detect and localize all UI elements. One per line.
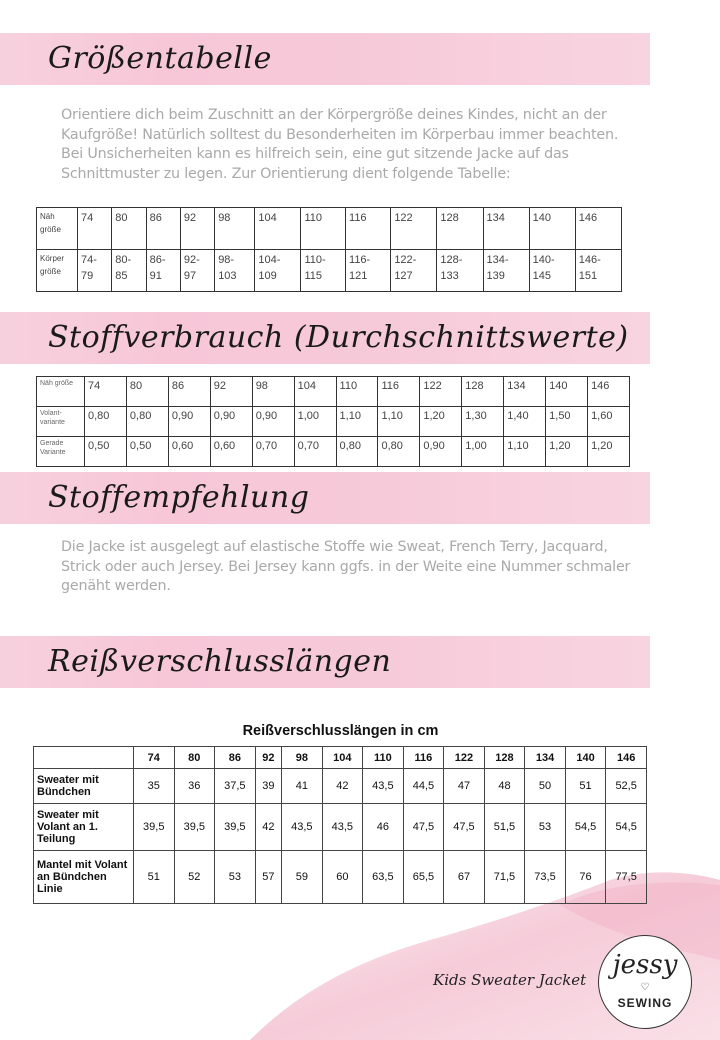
table-cell: 122 <box>391 208 437 250</box>
table-cell: 47,5 <box>444 804 485 851</box>
row-label: Körper größe <box>37 250 78 292</box>
table-cell: 80 <box>112 208 146 250</box>
header-cell: 74 <box>134 747 175 769</box>
header-cell: 104 <box>322 747 363 769</box>
table-cell: 0,90 <box>252 407 294 437</box>
table-cell: 98 <box>215 208 255 250</box>
row-label: Näh größe <box>37 377 85 407</box>
table-cell: 0,70 <box>294 437 336 467</box>
table-cell: 0,80 <box>126 407 168 437</box>
table-cell: 1,20 <box>588 437 630 467</box>
fabric-usage-table <box>36 376 630 467</box>
table-cell: 140 <box>546 377 588 407</box>
table-cell: 47 <box>444 769 485 804</box>
table-cell: 54,5 <box>606 804 647 851</box>
table-cell: 73,5 <box>525 851 566 904</box>
row-label: Sweater mit Volant an 1. Teilung <box>34 804 134 851</box>
table-row <box>37 407 630 437</box>
table-cell: 50 <box>525 769 566 804</box>
table-cell: 74 <box>85 377 127 407</box>
section-title-fabric-usage: Stoffverbrauch (Durchschnittswerte) <box>48 320 629 355</box>
table-cell: 1,10 <box>336 407 378 437</box>
table-row <box>37 377 630 407</box>
table-cell: 43,5 <box>363 769 404 804</box>
table-cell: 39,5 <box>174 804 215 851</box>
header-cell: 122 <box>444 747 485 769</box>
table-cell: 134-139 <box>483 250 529 292</box>
table-cell: 1,10 <box>378 407 420 437</box>
table-cell: 41 <box>282 769 323 804</box>
table-cell: 51 <box>134 851 175 904</box>
header-cell: 92 <box>255 747 281 769</box>
table-cell: 51 <box>565 769 606 804</box>
table-cell: 1,00 <box>294 407 336 437</box>
table-cell: 86 <box>146 208 180 250</box>
row-label: Sweater mit Bündchen <box>34 769 134 804</box>
table-cell: 122-127 <box>391 250 437 292</box>
jessy-sewing-logo <box>598 935 692 1029</box>
table-cell: 42 <box>322 769 363 804</box>
table-cell: 140 <box>529 208 575 250</box>
table-cell: 110 <box>301 208 346 250</box>
table-cell: 54,5 <box>565 804 606 851</box>
table-cell: 1,30 <box>462 407 504 437</box>
table-cell: 0,60 <box>210 437 252 467</box>
table-cell: 110-115 <box>301 250 346 292</box>
header-cell: 140 <box>565 747 606 769</box>
table-cell: 86-91 <box>146 250 180 292</box>
section-banner-fabric-usage <box>0 312 650 364</box>
table-row <box>34 769 647 804</box>
header-cell: 98 <box>282 747 323 769</box>
product-name: Kids Sweater Jacket <box>433 971 587 989</box>
table-cell: 74-79 <box>78 250 112 292</box>
table-cell: 122 <box>420 377 462 407</box>
table-cell: 0,90 <box>168 407 210 437</box>
zipper-table-title: Reißverschlusslängen in cm <box>242 723 439 739</box>
table-cell: 104 <box>294 377 336 407</box>
table-cell: 1,60 <box>588 407 630 437</box>
table-cell: 67 <box>444 851 485 904</box>
table-row <box>34 804 647 851</box>
table-cell: 35 <box>134 769 175 804</box>
section-banner-zipper-lengths <box>0 636 650 688</box>
table-cell: 51,5 <box>484 804 525 851</box>
table-cell: 128 <box>462 377 504 407</box>
table-row <box>37 208 622 250</box>
table-cell: 36 <box>174 769 215 804</box>
table-cell: 0,50 <box>85 437 127 467</box>
table-cell: 1,20 <box>420 407 462 437</box>
table-cell: 76 <box>565 851 606 904</box>
table-cell: 134 <box>504 377 546 407</box>
table-cell: 60 <box>322 851 363 904</box>
header-cell: 134 <box>525 747 566 769</box>
table-cell: 39,5 <box>134 804 175 851</box>
table-cell: 98 <box>252 377 294 407</box>
table-cell: 1,50 <box>546 407 588 437</box>
logo-subtitle: SEWING <box>617 996 673 1010</box>
table-cell: 44,5 <box>403 769 444 804</box>
zipper-table <box>33 746 647 904</box>
table-cell: 104 <box>255 208 301 250</box>
table-cell: 39,5 <box>215 804 256 851</box>
fabric-recommendation-paragraph: Die Jacke ist ausgelegt auf elastische Stoffe wie Sweat, French Terry, Jacquard, Strick oder auch Jersey. Bei Jersey kann ggfs. in der Weite eine Nummer schmaler genäht werden. <box>61 539 631 594</box>
table-cell: 140-145 <box>529 250 575 292</box>
table-cell: 42 <box>255 804 281 851</box>
table-cell: 128 <box>437 208 483 250</box>
header-cell: 116 <box>403 747 444 769</box>
table-cell: 0,60 <box>168 437 210 467</box>
size-table <box>36 207 622 292</box>
table-cell: 92 <box>180 208 214 250</box>
table-cell: 116 <box>346 208 391 250</box>
section-banner-fabric-recommendation <box>0 472 650 524</box>
table-cell: 43,5 <box>322 804 363 851</box>
table-cell: 52,5 <box>606 769 647 804</box>
row-label: Volant-variante <box>37 407 85 437</box>
table-cell: 92-97 <box>180 250 214 292</box>
table-cell: 116-121 <box>346 250 391 292</box>
table-row <box>37 437 630 467</box>
table-cell: 63,5 <box>363 851 404 904</box>
row-label: Mantel mit Volant an Bündchen Linie <box>34 851 134 904</box>
size-chart-paragraph: Orientiere dich beim Zuschnitt an der Körpergröße deines Kindes, nicht an der Kaufgröße! Natürlich solltest du Besonderheiten im Körperbau immer beachten. Bei Unsicherheiten kann es hilfreich sein, eine gut sitzende Jacke auf das Schnittmuster zu legen. Zur Orientierung dient folgende Tabelle: <box>61 107 619 182</box>
table-cell: 80-85 <box>112 250 146 292</box>
table-row <box>34 851 647 904</box>
table-cell: 53 <box>215 851 256 904</box>
header-corner-cell <box>34 747 134 769</box>
section-banner-size-chart <box>0 33 650 85</box>
table-cell: 0,50 <box>126 437 168 467</box>
table-cell: 65,5 <box>403 851 444 904</box>
header-cell: 80 <box>174 747 215 769</box>
table-cell: 1,10 <box>504 437 546 467</box>
logo-wordmark: jessy <box>612 950 678 980</box>
table-cell: 80 <box>126 377 168 407</box>
header-cell: 146 <box>606 747 647 769</box>
header-cell: 128 <box>484 747 525 769</box>
table-cell: 116 <box>378 377 420 407</box>
table-cell: 0,90 <box>420 437 462 467</box>
table-cell: 74 <box>78 208 112 250</box>
table-cell: 0,80 <box>336 437 378 467</box>
row-label: Gerade Variante <box>37 437 85 467</box>
table-cell: 52 <box>174 851 215 904</box>
table-cell: 128-133 <box>437 250 483 292</box>
table-cell: 98-103 <box>215 250 255 292</box>
table-cell: 146 <box>575 208 621 250</box>
table-cell: 0,90 <box>210 407 252 437</box>
table-cell: 134 <box>483 208 529 250</box>
table-cell: 1,00 <box>462 437 504 467</box>
table-cell: 47,5 <box>403 804 444 851</box>
table-header-row <box>34 747 647 769</box>
table-cell: 110 <box>336 377 378 407</box>
table-cell: 57 <box>255 851 281 904</box>
table-cell: 37,5 <box>215 769 256 804</box>
table-cell: 0,70 <box>252 437 294 467</box>
table-cell: 43,5 <box>282 804 323 851</box>
table-cell: 92 <box>210 377 252 407</box>
row-label: Näh größe <box>37 208 78 250</box>
table-cell: 59 <box>282 851 323 904</box>
table-cell: 1,40 <box>504 407 546 437</box>
table-cell: 77,5 <box>606 851 647 904</box>
table-cell: 53 <box>525 804 566 851</box>
table-cell: 48 <box>484 769 525 804</box>
header-cell: 86 <box>215 747 256 769</box>
table-row <box>37 250 622 292</box>
table-cell: 146 <box>588 377 630 407</box>
section-title-zipper-lengths: Reißverschlusslängen <box>48 644 392 679</box>
table-cell: 46 <box>363 804 404 851</box>
header-cell: 110 <box>363 747 404 769</box>
table-cell: 0,80 <box>85 407 127 437</box>
table-cell: 146-151 <box>575 250 621 292</box>
table-cell: 71,5 <box>484 851 525 904</box>
table-cell: 104-109 <box>255 250 301 292</box>
section-title-size-chart: Größentabelle <box>48 41 272 76</box>
table-cell: 86 <box>168 377 210 407</box>
section-title-fabric-recommendation: Stoffempfehlung <box>48 480 310 515</box>
table-cell: 0,80 <box>378 437 420 467</box>
table-cell: 1,20 <box>546 437 588 467</box>
heart-icon: ♡ <box>640 982 650 993</box>
table-cell: 39 <box>255 769 281 804</box>
